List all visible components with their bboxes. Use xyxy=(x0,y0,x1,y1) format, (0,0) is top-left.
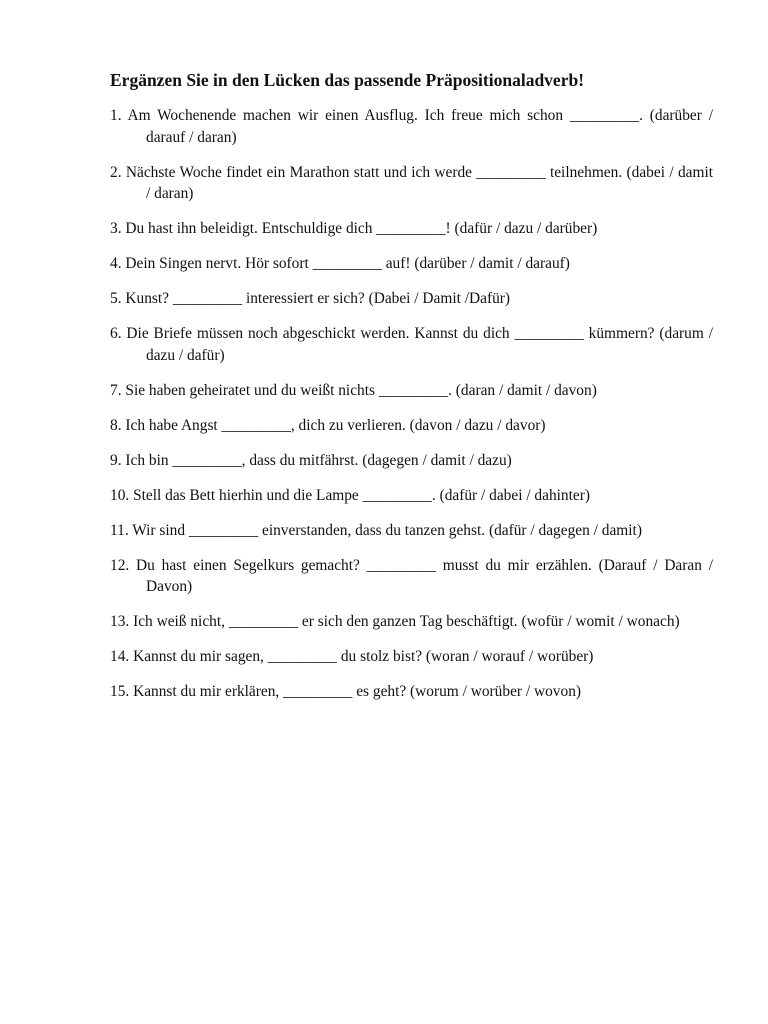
exercise-item-14: 14. Kannst du mir sagen, _________ du stolz bist? (woran / worauf / worüber) xyxy=(110,648,594,665)
exercise-item-13: 13. Ich weiß nicht, _________ er sich den ganzen Tag beschäftigt. (wofür / womit / wonach) xyxy=(110,613,680,630)
exercise-item-12: 12. Du hast einen Segelkurs gemacht? _________ musst du mir erzählen. (Darauf / Daran / Davon) xyxy=(110,556,713,595)
exercise-list xyxy=(110,105,713,703)
worksheet-page xyxy=(110,68,713,716)
exercise-item-11: 11. Wir sind _________ einverstanden, dass du tanzen gehst. (dafür / dagegen / damit) xyxy=(110,521,642,539)
exercise-item-1: 1. Am Wochenende machen wir einen Ausflug. Ich freue mich schon _________. (darüber / darauf / daran) xyxy=(110,107,713,146)
exercise-item-3: 3. Du hast ihn beleidigt. Entschuldige dich _________! (dafür / dazu / darüber) xyxy=(110,220,598,237)
exercise-item-8: 8. Ich habe Angst _________, dich zu verlieren. (davon / dazu / davor) xyxy=(110,416,546,434)
exercise-item-10: 10. Stell das Bett hierhin und die Lampe _________. (dafür / dabei / dahinter) xyxy=(110,486,590,504)
worksheet-title: Ergänzen Sie in den Lücken das passende Präpositionaladverb! xyxy=(110,70,585,90)
exercise-item-9: 9. Ich bin _________, dass du mitfährst. (dagegen / damit / dazu) xyxy=(110,451,512,469)
exercise-item-15: 15. Kannst du mir erklären, _________ es geht? (worum / worüber / wovon) xyxy=(110,683,582,700)
exercise-item-7: 7. Sie haben geheiratet und du weißt nichts _________. (daran / damit / davon) xyxy=(110,381,597,399)
exercise-item-4: 4. Dein Singen nervt. Hör sofort _________ auf! (darüber / damit / darauf) xyxy=(110,255,570,272)
exercise-item-2: 2. Nächste Woche findet ein Marathon statt und ich werde _________ teilnehmen. (dabei / damit / daran) xyxy=(110,163,713,202)
exercise-item-5: 5. Kunst? _________ interessiert er sich? (Dabei / Damit /Dafür) xyxy=(110,290,511,307)
exercise-item-6: 6. Die Briefe müssen noch abgeschickt werden. Kannst du dich _________ kümmern? (darum / dazu / dafür) xyxy=(110,325,713,364)
